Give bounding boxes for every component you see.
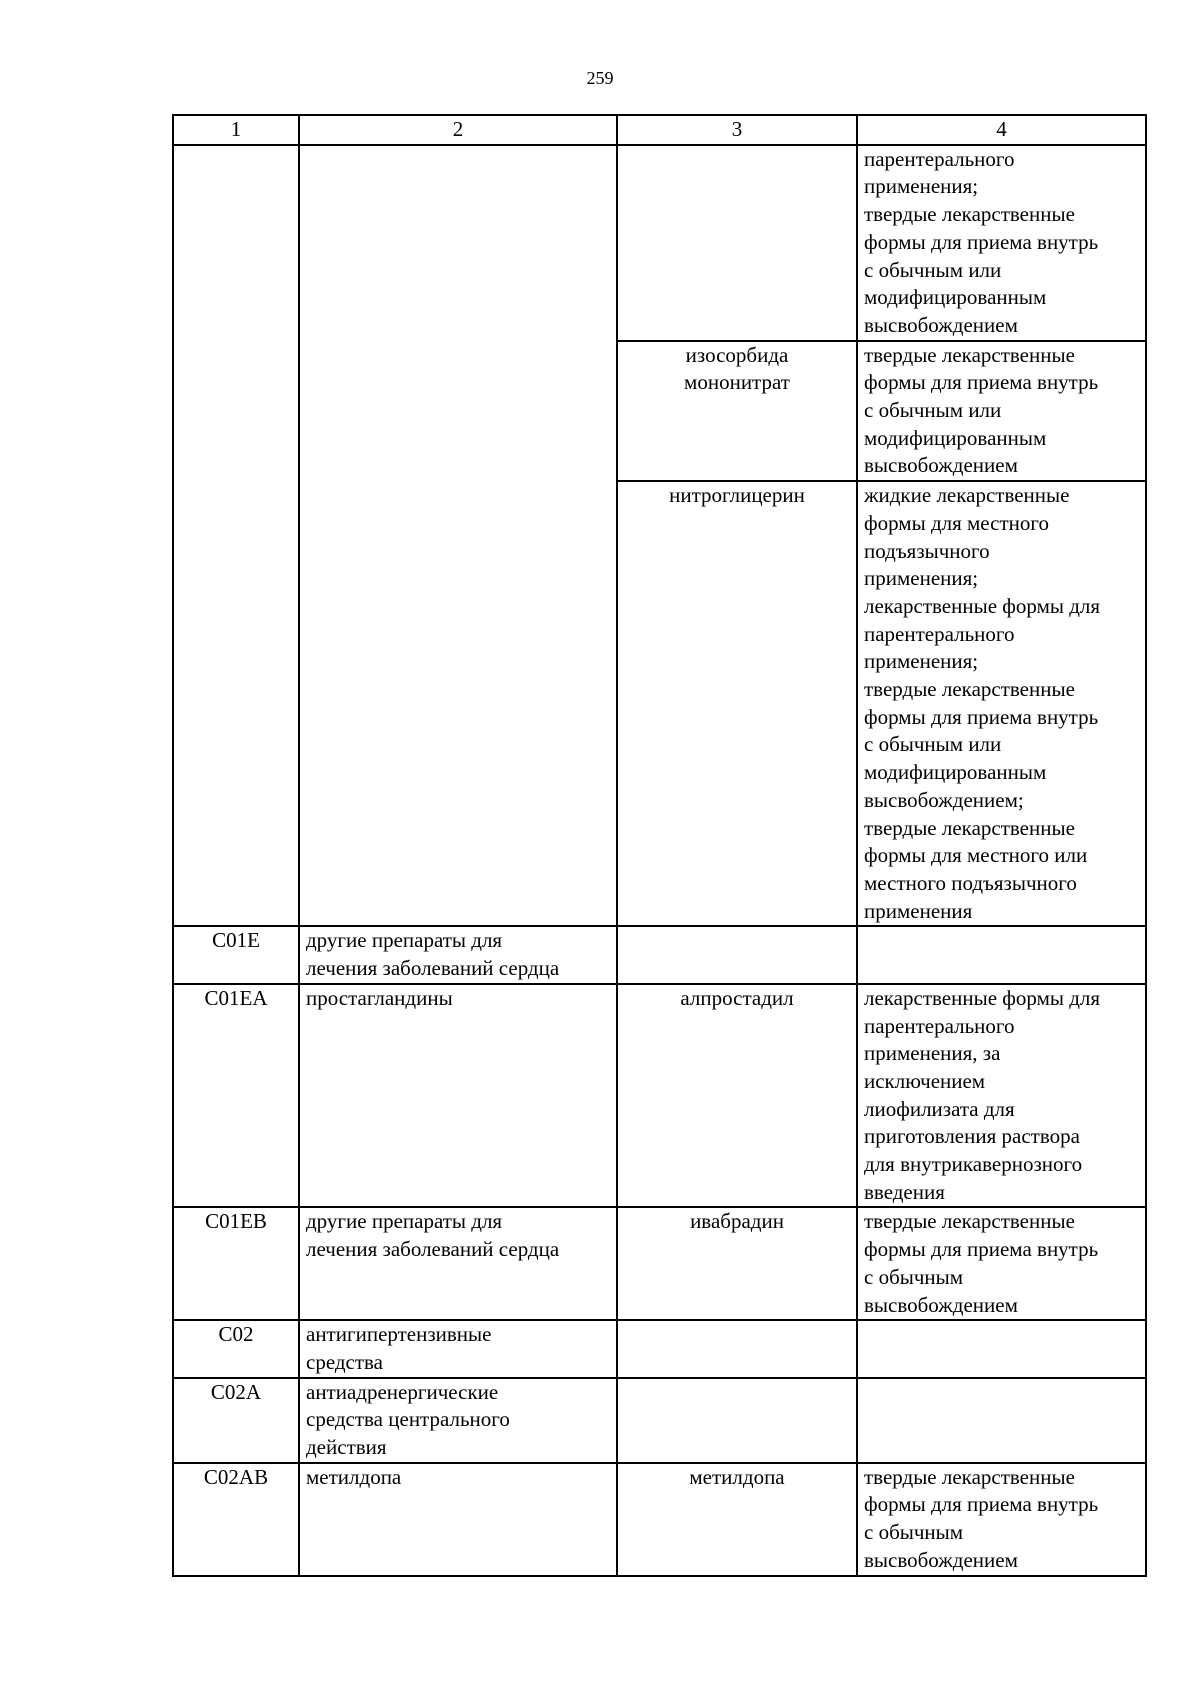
cell-line: изосорбида xyxy=(685,342,789,367)
cell-line: твердые лекарственные xyxy=(864,1209,1075,1234)
cell-text xyxy=(864,1321,1139,1349)
cell-line: применения xyxy=(864,898,973,923)
atc-code-cell xyxy=(173,984,299,1208)
cell-line: метилдопа xyxy=(306,1464,402,1489)
cell-line: ивабрадин xyxy=(690,1209,784,1234)
cell-line: другие препараты для xyxy=(306,928,503,953)
cell-text xyxy=(624,927,850,955)
group-name-cell xyxy=(299,926,617,983)
cell-line: мононитрат xyxy=(684,370,790,395)
cell-text xyxy=(306,146,610,174)
column-header: 4 xyxy=(857,115,1146,145)
cell-line: формы для приема внутрь xyxy=(864,229,1099,254)
cell-line: формы для местного или xyxy=(864,843,1088,868)
cell-line: антигипертензивные xyxy=(306,1322,492,1347)
table-row xyxy=(173,481,1146,926)
dosage-form-cell xyxy=(857,926,1146,983)
cell-line: с обычным или xyxy=(864,732,1002,757)
column-header: 3 xyxy=(617,115,857,145)
atc-code-cell xyxy=(173,341,299,482)
cell-text xyxy=(306,341,610,369)
cell-text xyxy=(180,481,292,509)
cell-line: формы для приема внутрь xyxy=(864,370,1099,395)
cell-text xyxy=(624,146,850,174)
drug-name-cell xyxy=(617,926,857,983)
cell-line: для внутрикавернозного xyxy=(864,1152,1083,1177)
cell-line: твердые лекарственные xyxy=(864,677,1075,702)
cell-text xyxy=(306,481,610,509)
cell-line: нитроглицерин xyxy=(669,483,805,508)
table-row xyxy=(173,1378,1146,1463)
cell-line: формы для приема внутрь xyxy=(864,704,1099,729)
table-row xyxy=(173,145,1146,341)
drug-name-cell xyxy=(617,145,857,341)
cell-text: C02 xyxy=(218,1322,254,1347)
dosage-form-cell xyxy=(857,1378,1146,1463)
group-name-cell xyxy=(299,1463,617,1576)
cell-line: применения; xyxy=(864,649,979,674)
cell-line: местного подъязычного xyxy=(864,870,1077,895)
group-name-cell xyxy=(299,1320,617,1377)
cell-text: C02A xyxy=(210,1379,262,1404)
atc-code-cell xyxy=(173,1463,299,1576)
column-header: 2 xyxy=(299,115,617,145)
table-row xyxy=(173,984,1146,1208)
cell-text xyxy=(180,146,292,174)
cell-text: C01EA xyxy=(204,985,268,1010)
cell-line: модифицированным xyxy=(864,425,1047,450)
cell-line: жидкие лекарственные xyxy=(864,483,1070,508)
cell-line: метилдопа xyxy=(689,1464,785,1489)
cell-line: другие препараты для xyxy=(306,1209,503,1234)
cell-line: твердые лекарственные xyxy=(864,202,1075,227)
cell-line: высвобождением xyxy=(864,1547,1018,1572)
cell-line: лекарственные формы для xyxy=(864,985,1101,1010)
cell-line: применения, за xyxy=(864,1041,1001,1066)
cell-line: подъязычного xyxy=(864,538,990,563)
cell-text xyxy=(864,1379,1139,1407)
cell-line: применения; xyxy=(864,174,979,199)
atc-code-cell xyxy=(173,1207,299,1320)
cell-line: лиофилизата для xyxy=(864,1096,1015,1121)
table-row xyxy=(173,1320,1146,1377)
atc-code-cell xyxy=(173,1378,299,1463)
cell-line: введения xyxy=(864,1179,945,1204)
cell-text xyxy=(864,927,1139,955)
drug-name-cell xyxy=(617,1378,857,1463)
group-name-cell xyxy=(299,481,617,926)
cell-line: с обычным xyxy=(864,1264,964,1289)
drug-name-cell xyxy=(617,341,857,482)
group-name-cell xyxy=(299,1207,617,1320)
drug-name-cell xyxy=(617,481,857,926)
cell-line: исключением xyxy=(864,1068,986,1093)
cell-line: приготовления раствора xyxy=(864,1124,1080,1149)
cell-line: средства центрального xyxy=(306,1407,510,1432)
cell-line: с обычным или xyxy=(864,398,1002,423)
table-row xyxy=(173,1207,1146,1320)
cell-line: лекарственные формы для xyxy=(864,593,1101,618)
cell-line: парентерального xyxy=(864,1013,1015,1038)
cell-line: алпростадил xyxy=(680,985,794,1010)
cell-line: высвобождением xyxy=(864,312,1018,337)
cell-line: модифицированным xyxy=(864,285,1047,310)
cell-line: парентерального xyxy=(864,621,1015,646)
table-row xyxy=(173,926,1146,983)
atc-code-cell xyxy=(173,1320,299,1377)
cell-line: высвобождением xyxy=(864,453,1018,478)
cell-text: C01E xyxy=(212,928,260,953)
group-name-cell xyxy=(299,984,617,1208)
table-row xyxy=(173,1463,1146,1576)
cell-line: средства xyxy=(306,1349,384,1374)
cell-line: с обычным или xyxy=(864,257,1002,282)
table-header-row xyxy=(173,115,1146,145)
cell-line: применения; xyxy=(864,566,979,591)
cell-line: твердые лекарственные xyxy=(864,815,1075,840)
cell-line: твердые лекарственные xyxy=(864,1464,1075,1489)
atc-code-cell xyxy=(173,926,299,983)
table-body xyxy=(173,145,1146,1576)
cell-line: простагландины xyxy=(306,985,453,1010)
group-name-cell xyxy=(299,145,617,341)
cell-line: высвобождением; xyxy=(864,787,1024,812)
dosage-form-cell xyxy=(857,1463,1146,1576)
atc-code-cell xyxy=(173,145,299,341)
cell-line: с обычным xyxy=(864,1520,964,1545)
drug-name-cell xyxy=(617,1320,857,1377)
page-number: 259 xyxy=(586,68,614,88)
cell-line: модифицированным xyxy=(864,760,1047,785)
dosage-form-cell xyxy=(857,984,1146,1208)
cell-text: C02AB xyxy=(203,1464,269,1489)
drug-name-cell xyxy=(617,984,857,1208)
atc-code-cell xyxy=(173,481,299,926)
dosage-form-cell xyxy=(857,1207,1146,1320)
dosage-form-cell xyxy=(857,1320,1146,1377)
table-row xyxy=(173,341,1146,482)
cell-line: действия xyxy=(306,1435,387,1460)
cell-line: высвобождением xyxy=(864,1292,1018,1317)
dosage-form-cell xyxy=(857,145,1146,341)
dosage-form-cell xyxy=(857,341,1146,482)
cell-text xyxy=(624,1379,850,1407)
cell-line: лечения заболеваний сердца xyxy=(306,956,560,981)
group-name-cell xyxy=(299,1378,617,1463)
cell-line: формы для приема внутрь xyxy=(864,1237,1099,1262)
cell-line: антиадренергические xyxy=(306,1379,499,1404)
group-name-cell xyxy=(299,341,617,482)
cell-text xyxy=(180,341,292,369)
cell-line: формы для местного xyxy=(864,510,1049,535)
cell-line: лечения заболеваний сердца xyxy=(306,1237,560,1262)
cell-text: C01EB xyxy=(205,1209,267,1234)
cell-text xyxy=(624,1321,850,1349)
drug-name-cell xyxy=(617,1207,857,1320)
cell-line: твердые лекарственные xyxy=(864,342,1075,367)
dosage-form-cell xyxy=(857,481,1146,926)
column-header: 1 xyxy=(173,115,299,145)
cell-line: формы для приема внутрь xyxy=(864,1492,1099,1517)
drug-table xyxy=(172,114,1147,1577)
cell-line: парентерального xyxy=(864,146,1015,171)
drug-name-cell xyxy=(617,1463,857,1576)
